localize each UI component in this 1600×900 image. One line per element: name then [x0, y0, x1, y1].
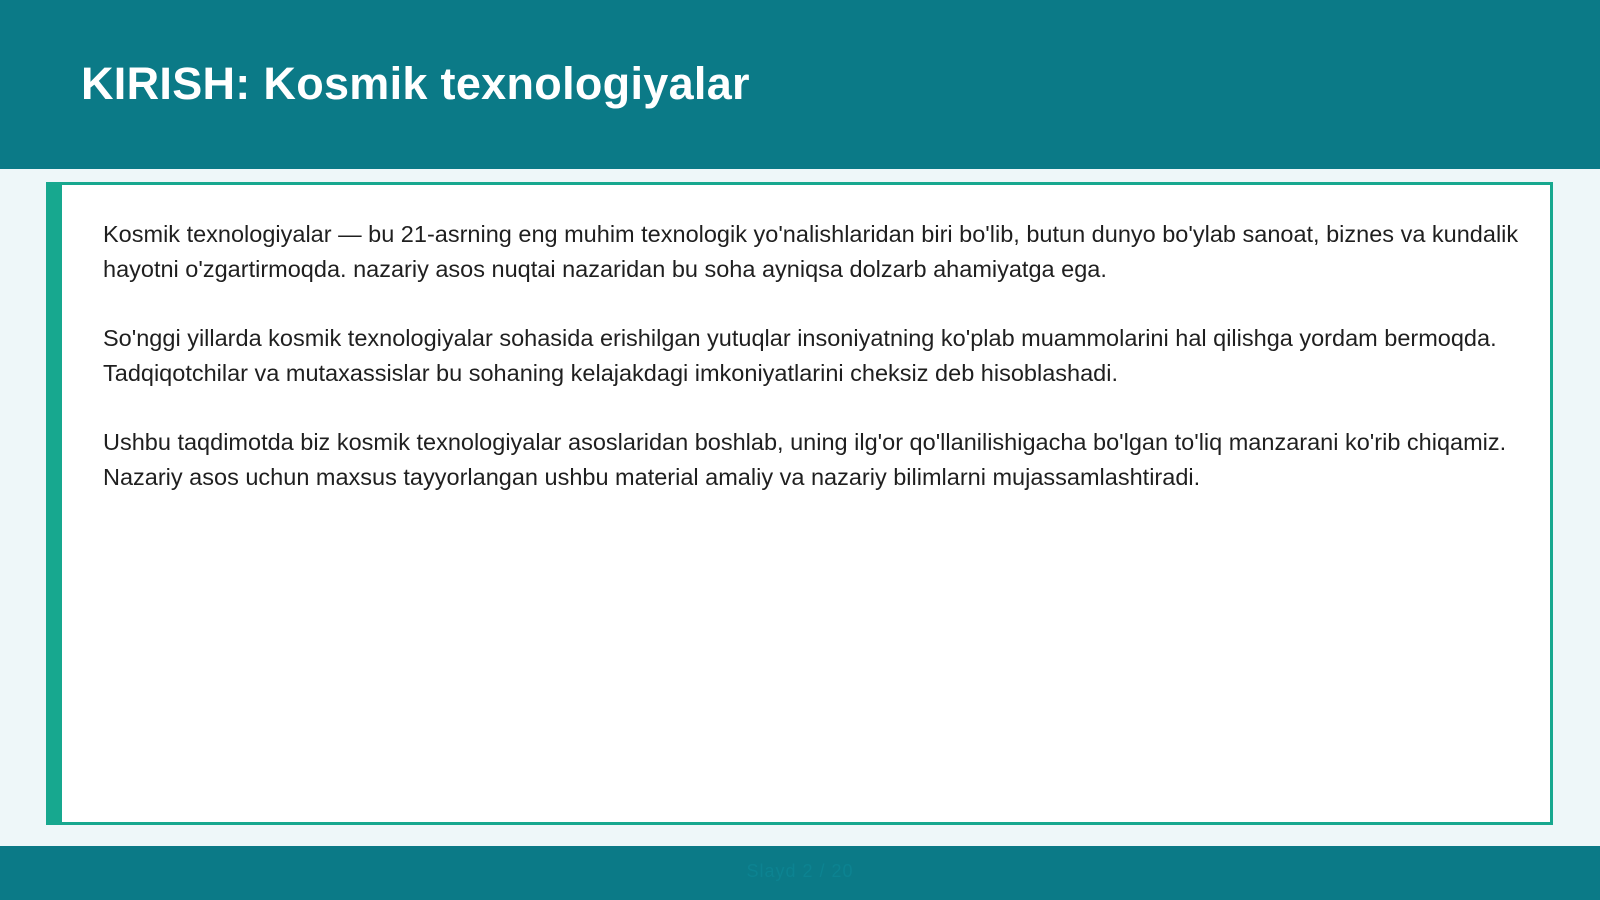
intro-paragraph-3: Ushbu taqdimotda biz kosmik texnologiyalar asoslaridan boshlab, uning ilg'or qo'llanilishigacha bo'lgan to'liq manzarani ko'rib chiqamiz. Nazariy asos uchun maxsus tayyorlangan ushbu material amaliy va nazariy bilimlarni mujassamlashtiradi.	[103, 429, 1507, 490]
intro-paragraph-2: So'nggi yillarda kosmik texnologiyalar sohasida erishilgan yutuqlar insoniyatning ko'plab muammolarini hal qilishga yordam bermoqda. Tadqiqotchilar va mutaxassislar bu sohaning kelajakdagi imkoniyatlarini cheksiz deb hisoblashadi.	[103, 325, 1497, 386]
slide-number: Slayd 2 / 20	[746, 861, 854, 881]
content-card	[46, 182, 1553, 825]
slide-title: KIRISH: Kosmik texnologiyalar	[81, 58, 750, 109]
slide-header	[0, 0, 1600, 169]
slide-footer	[0, 846, 1600, 900]
intro-paragraph-1: Kosmik texnologiyalar — bu 21-asrning eng muhim texnologik yo'nalishlaridan biri bo'lib, butun dunyo bo'ylab sanoat, biznes va kundalik hayotni o'zgartirmoqda. nazariy asos nuqtai nazaridan bu soha ayniqsa dolzarb ahamiyatga ega.	[103, 221, 1519, 282]
